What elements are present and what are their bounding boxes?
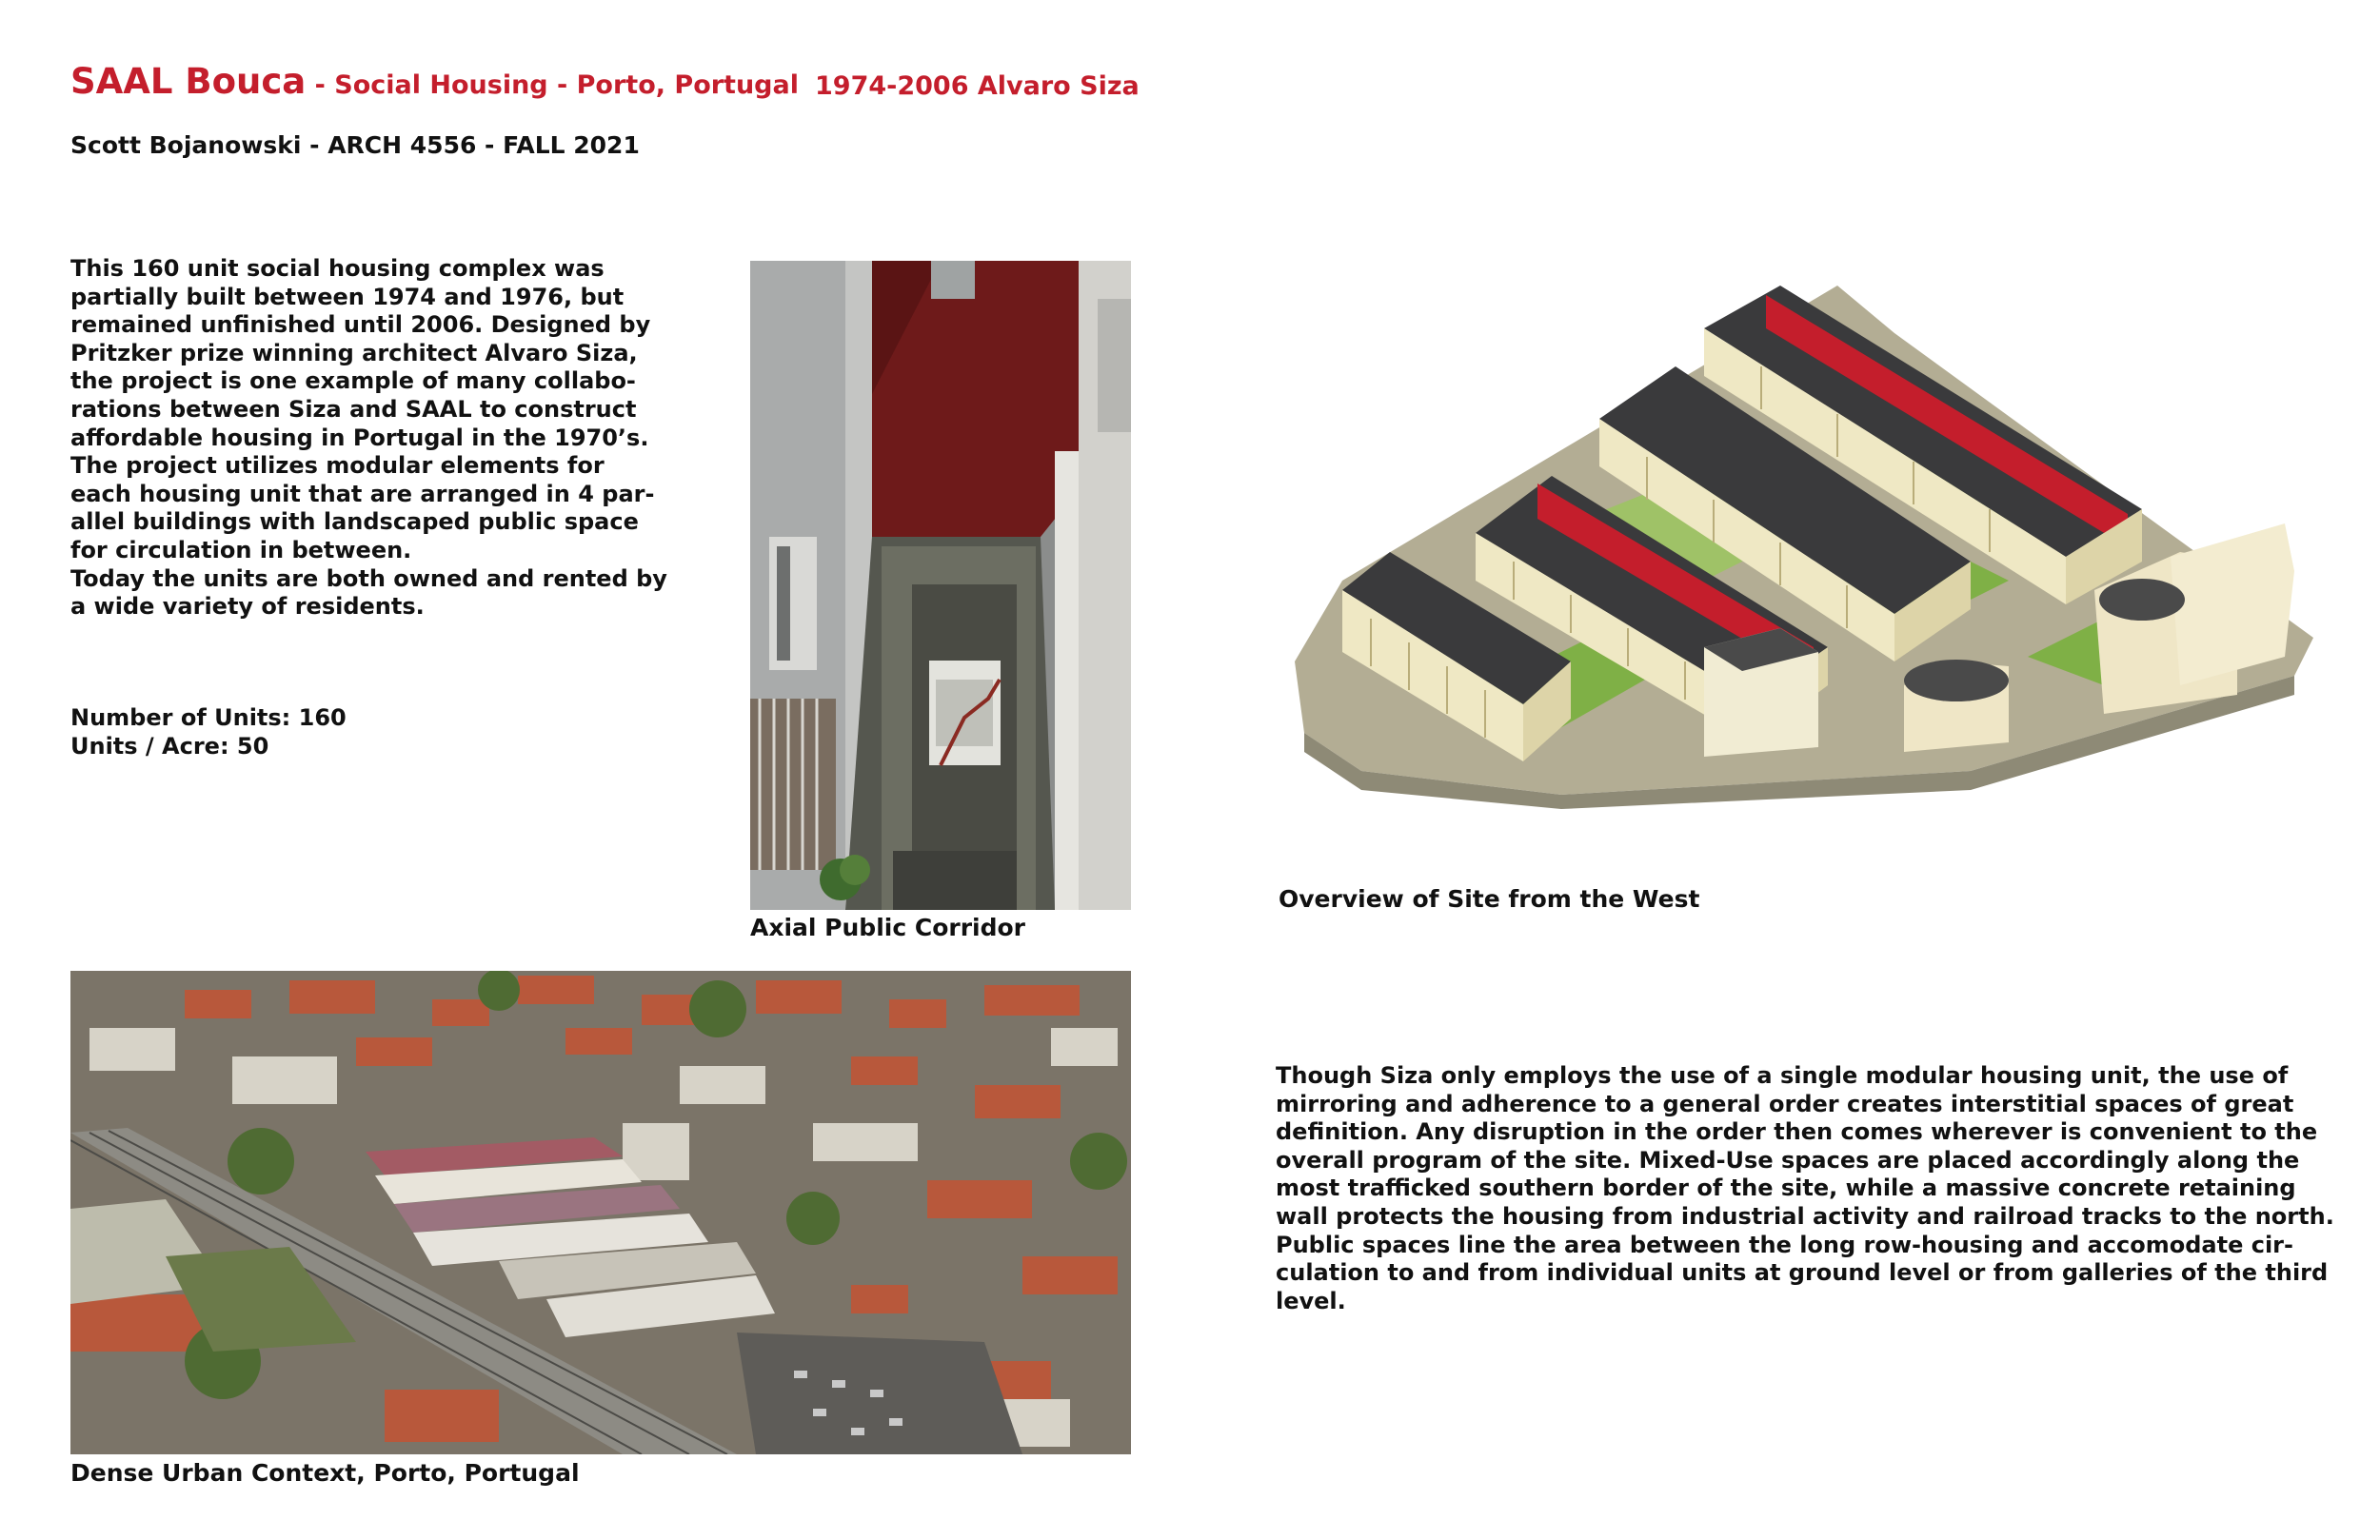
units-count: Number of Units: 160 [70, 704, 347, 731]
project-stats [70, 704, 680, 760]
analysis-line: wall protects the housing from industrial activity and railroad tracks to the north. [1276, 1202, 2334, 1230]
analysis-line: mirroring and adherence to a general order creates interstitial spaces of great [1276, 1090, 2294, 1117]
description-line: a wide variety of residents. [70, 593, 425, 621]
description-line: Pritzker prize winning architect Alvaro Siza, [70, 339, 638, 366]
corridor-caption: Axial Public Corridor [750, 914, 1026, 941]
description-line: for circulation in between. [70, 536, 412, 563]
analysis-line: definition. Any disruption in the order then comes wherever is convenient to the [1276, 1118, 2318, 1146]
analysis-line: culation to and from individual units at ground level or from galleries of the third [1276, 1259, 2329, 1287]
description-line: remained unfinished until 2006. Designed by [70, 311, 651, 339]
overview-caption: Overview of Site from the West [1279, 885, 1700, 913]
project-title: SAAL Bouca [70, 61, 307, 102]
description-line: each housing unit that are arranged in 4 par- [70, 480, 655, 507]
description-line: rations between Siza and SAAL to construct [70, 395, 637, 423]
years-architect: 1974-2006 Alvaro Siza [815, 71, 1140, 101]
description-line: partially built between 1974 and 1976, but [70, 283, 625, 310]
analysis-line: Though Siza only employs the use of a single modular housing unit, the use of [1276, 1062, 2289, 1089]
project-description [70, 255, 680, 622]
analysis-line: Public spaces line the area between the long row-housing and accomodate cir- [1276, 1231, 2293, 1258]
corridor-photo [750, 261, 1131, 910]
description-line: Today the units are both owned and rented by [70, 564, 667, 592]
description-line: The project utilizes modular elements for [70, 452, 605, 480]
project-subtitle: - Social Housing - Porto, Portugal [306, 70, 799, 100]
description-line: This 160 unit social housing complex was [70, 255, 605, 282]
description-line: the project is one example of many collabo- [70, 367, 636, 395]
site-overview-render [1285, 276, 2313, 809]
page-title [70, 61, 799, 102]
analysis-line: overall program of the site. Mixed-Use spaces are placed accordingly along the [1276, 1146, 2300, 1174]
analysis-line: most trafficked southern border of the site, while a massive concrete retaining [1276, 1175, 2296, 1202]
aerial-context-photo [70, 971, 1131, 1454]
design-analysis [1276, 1062, 2334, 1315]
description-line: affordable housing in Portugal in the 1970’s. [70, 424, 649, 451]
analysis-line: level. [1276, 1287, 1346, 1314]
description-line: allel buildings with landscaped public space [70, 508, 639, 536]
author-line: Scott Bojanowski - ARCH 4556 - FALL 2021 [70, 131, 640, 159]
units-density: Units / Acre: 50 [70, 732, 269, 760]
context-caption: Dense Urban Context, Porto, Portugal [70, 1459, 580, 1487]
